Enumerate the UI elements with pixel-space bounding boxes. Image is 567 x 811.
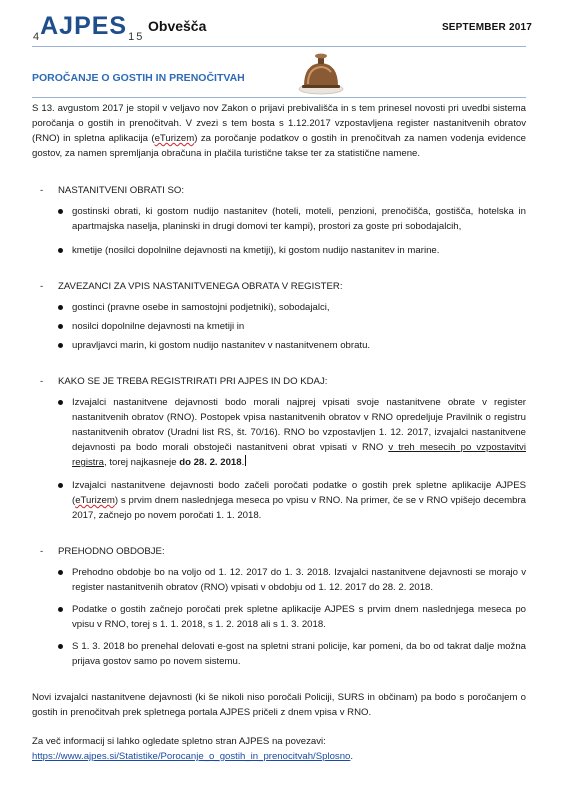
bullet-icon: [58, 248, 63, 253]
list-item: Izvajalci nastanitvene dejavnosti bodo morali najprej vpisati svoje nastanitvene obrate v register nastanitvenih obratov (RNO). Postopek vpisa nastanitvenih obratov v RNO opredeljuje Pravilnik o registru nastanitvenih obratov (Uradni list RS, št. 70/16). RNO bo vzpostavljen 1. 12. 2017, izvajalci nastanitvene dejavnosti pa bodo morali obstoječi nastanitveni obrat vpisati v RNO v treh mesecih po vzpostavitvi registra, torej najkasneje do 28. 2. 2018.: [58, 395, 526, 470]
list-item: Izvajalci nastanitvene dejavnosti bodo začeli poročati podatke o gostih prek spletne aplikacije AJPES (eTurizem) s prvim dnem naslednjega meseca po vpisu v RNO. Na primer, če se v RNO vpišejo decembra 2017, začnejo po novem poročati 1. 1. 2018.: [58, 478, 526, 523]
text-cursor: [245, 455, 246, 466]
list-item: Podatke o gostih začnejo poročati prek spletne aplikacije AJPES s prvim dnem naslednjega meseca po vpisu v RNO, torej s 1. 1. 2018, s 1. 2. 2018 ali s 1. 3. 2018.: [58, 602, 526, 632]
logo-number: 4: [33, 31, 40, 43]
title-rule: [32, 97, 526, 98]
deadline-underlined: v treh mesecih po vzpostavitvi registra: [72, 442, 526, 468]
bullet-icon: [58, 324, 63, 329]
section-nastanitveni-obrati: - NASTANITVENI OBRATI SO: gostinski obrati, ki gostom nudijo nastanitev (hoteli, moteli, penzioni, prenočišča, gostišča, hotelska in apartmajska naselja, planinski in drugi domovi ter kampi), prostori za goste pri sobodajalcih, kmetije (nosilci dopolnilne dejavnosti na kmetiji), ki gostom nudijo nastanitev in marine.: [40, 185, 526, 256]
bullet-icon: [58, 209, 63, 214]
section-heading: NASTANITVENI OBRATI SO:: [58, 185, 184, 196]
list-item: S 1. 3. 2018 bo prenehal delovati e-gost na spletni strani policije, kar pomeni, da bo od takrat dalje možna prijava gostov samo po novem sistemu.: [58, 639, 526, 669]
section-registracija: - KAKO SE JE TREBA REGISTRIRATI PRI AJPES IN DO KDAJ: Izvajalci nastanitvene dejavnosti bodo morali najprej vpisati svoje nastanitvene obrate v register nastanitvenih obratov (RNO). Postopek vpisa nastanitvenih obratov v RNO opredeljuje Pravilnik o registru nastanitvenih obratov (Uradni list RS, št. 70/16). RNO bo vzpostavljen 1. 12. 2017, izvajalci nastanitvene dejavnosti pa bodo morali obstoječi nastanitveni obrat vpisati v RNO v treh mesecih po vzpostavitvi registra, torej najkasneje do 28. 2. 2018. Izvajalci nastanitvene dejavnosti bodo začeli poročati podatke o gostih prek spletne aplikacije AJPES (eTurizem) s prvim dnem naslednjega meseca po vpisu v RNO. Na primer, če se v RNO vpišejo decembra 2017, začnejo po novem poročati 1. 1. 2018.: [40, 376, 526, 521]
bullet-icon: [58, 607, 63, 612]
brand-title: Obvešča: [148, 18, 207, 34]
bullet-icon: [58, 644, 63, 649]
list-item: upravljavci marin, ki gostom nudijo nastanitev v nastanitvenem obratu.: [58, 338, 526, 353]
page-title: POROČANJE O GOSTIH IN PRENOČITVAH: [32, 72, 245, 84]
section-prehodno-obdobje: - PREHODNO OBDOBJE: Prehodno obdobje bo na voljo od 1. 12. 2017 do 1. 3. 2018. Izvajalci nastanitvene dejavnosti se morajo v register nastanitvenih obratov (RNO) vpisati v obdobju od 1. 12. 2017 do 28. 2. 2018. Podatke o gostih začnejo poročati prek spletne aplikacije AJPES s prvim dnem naslednjega meseca po vpisu v RNO, torej s 1. 1. 2018, s 1. 2. 2018 ali s 1. 3. 2018. S 1. 3. 2018 bo prenehal delovati e-gost na spletni strani policije, kar pomeni, da bo od takrat dalje možna prijava gostov samo po novem sistemu.: [40, 546, 526, 667]
eturizem-term: eTurizem: [75, 495, 115, 506]
list-item: nosilci dopolnilne dejavnosti na kmetiji in: [58, 319, 526, 334]
ajpes-link[interactable]: https://www.ajpes.si/Statistike/Porocanje_o_gostih_in_prenocitvah/Splosno: [32, 751, 351, 762]
header-rule: [32, 46, 526, 47]
logo-number: 5: [136, 31, 143, 43]
bullet-icon: [58, 305, 63, 310]
logo-number: 1: [128, 31, 135, 43]
bullet-icon: [58, 570, 63, 575]
reception-bell-icon: [296, 48, 346, 96]
section-heading: PREHODNO OBDOBJE:: [58, 546, 165, 557]
bullet-icon: [58, 400, 63, 405]
list-item: gostinci (pravne osebe in samostojni podjetniki), sobodajalci,: [58, 300, 526, 315]
section-heading: KAKO SE JE TREBA REGISTRIRATI PRI AJPES IN DO KDAJ:: [58, 376, 328, 387]
closing-paragraph: Novi izvajalci nastanitvene dejavnosti (ki še nikoli niso poročali Policiji, SURS in občinam) pa bodo s poročanjem o gostih in prenočitvah prek spletnega portala AJPES pričeli z dnem vpisa v RNO.: [32, 692, 526, 718]
article-body: [32, 101, 526, 764]
bullet-icon: [58, 483, 63, 488]
section-heading: ZAVEZANCI ZA VPIS NASTANITVENEGA OBRATA V REGISTER:: [58, 281, 343, 292]
intro-paragraph: S 13. avgustom 2017 je stopil v veljavo nov Zakon o prijavi prebivališča in s tem prinesel novosti pri uvedbi sistema poročanja o gostih in prenočitvah. V zvezi s tem bosta s 1.12.2017 vzpostavljena register nastanitvenih obratov (RNO) in spletna aplikacija (eTurizem) za poročanje podatkov o gostih in prenočitvah za namen vodenja evidence gostov, za namen spremljanja obračuna in plačila turistične takse ter za statistične namene.: [32, 103, 526, 159]
more-info: Za več informacij si lahko ogledate spletno stran AJPES na povezavi: https://www.ajpes.si/Statistike/Porocanje_o_gostih_in_prenocitvah/Splosno.: [32, 736, 354, 762]
section-zavezanci: - ZAVEZANCI ZA VPIS NASTANITVENEGA OBRATA V REGISTER: gostinci (pravne osebe in samostojni podjetniki), sobodajalci, nosilci dopolnilne dejavnosti na kmetiji in upravljavci marin, ki gostom nudijo nastanitev v nastanitvenem obratu.: [32, 279, 526, 353]
issue-date: SEPTEMBER 2017: [441, 22, 532, 33]
bullet-icon: [58, 343, 63, 348]
deadline-date: do 28. 2. 2018: [179, 457, 242, 468]
list-item: kmetije (nosilci dopolnilne dejavnosti na kmetiji), ki gostom nudijo nastanitev in marine.: [58, 243, 526, 258]
list-item: Prehodno obdobje bo na voljo od 1. 12. 2017 do 1. 3. 2018. Izvajalci nastanitvene dejavnosti se morajo v register nastanitvenih obratov (RNO) vpisati v obdobju od 1. 12. 2017 do 28. 2. 2018.: [58, 565, 526, 595]
ajpes-logo: [32, 12, 143, 43]
eturizem-term: eTurizem: [154, 133, 195, 144]
header: [32, 12, 532, 42]
logo-text: AJPES: [40, 12, 128, 40]
list-item: gostinski obrati, ki gostom nudijo nastanitev (hoteli, moteli, penzioni, prenočišča, gostišča, hotelska in apartmajska naselja, planinski in drugi domovi ter kampi), prostori za goste pri sobodajalcih,: [58, 204, 526, 234]
